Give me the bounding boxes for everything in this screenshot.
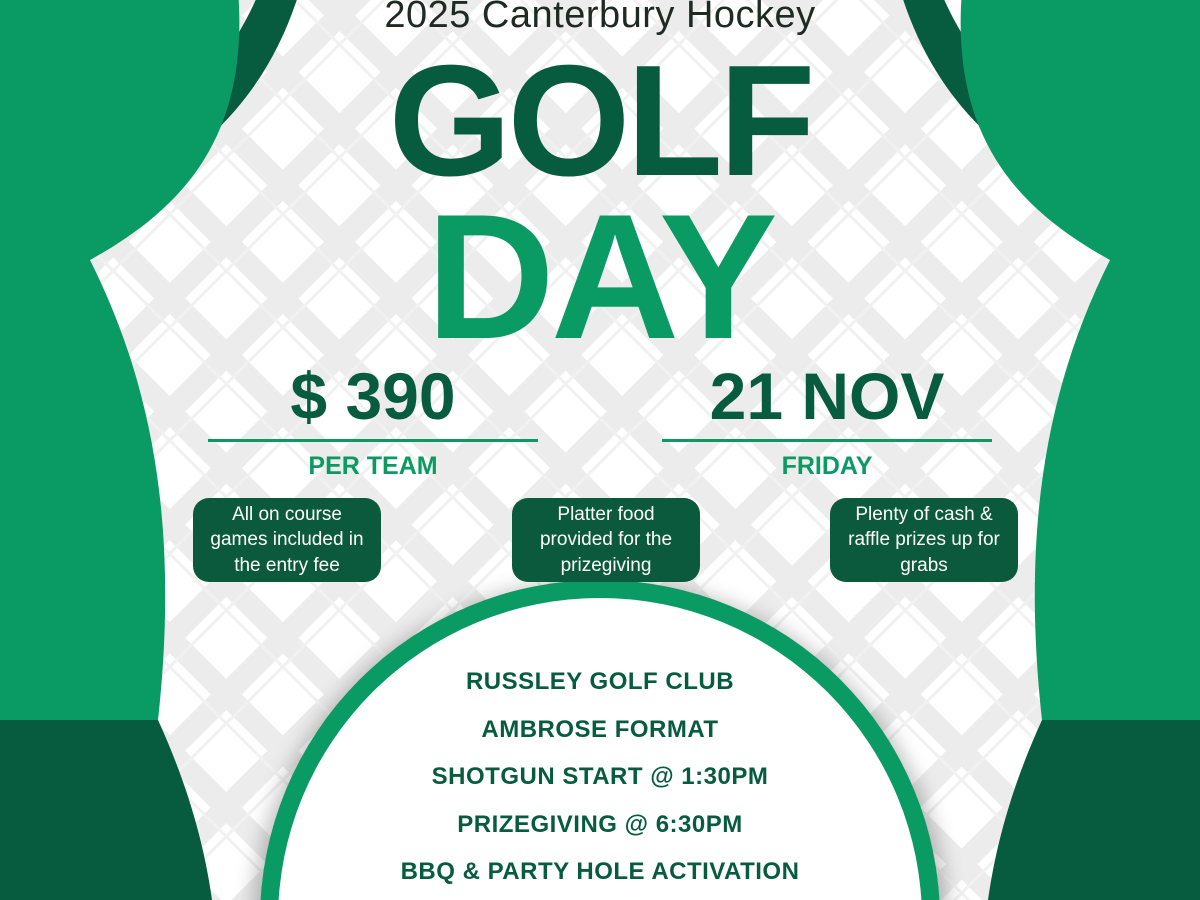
title-golf: GOLF xyxy=(388,33,812,209)
event-details xyxy=(300,658,900,896)
date-value: 21 NOV xyxy=(709,359,945,433)
price-caption: PER TEAM xyxy=(308,451,438,480)
price-value: $ 390 xyxy=(290,359,456,433)
detail-prizegiving-time: PRIZEGIVING @ 6:30PM xyxy=(457,810,743,838)
title-day: DAY xyxy=(426,177,774,376)
feature-prizes-pill: Plenty of cash & raffle prizes up for grabs xyxy=(830,498,1018,582)
date-divider xyxy=(662,439,992,442)
detail-venue: RUSSLEY GOLF CLUB xyxy=(465,668,735,695)
price-block xyxy=(208,360,538,481)
detail-start-time: SHOTGUN START @ 1:30PM xyxy=(431,763,769,790)
event-subtitle: 2025 Canterbury Hockey xyxy=(384,0,816,36)
date-block xyxy=(662,360,992,481)
detail-format: AMBROSE FORMAT xyxy=(481,715,719,743)
feature-games-pill: All on course games included in the entry fee xyxy=(193,498,381,582)
date-caption: FRIDAY xyxy=(781,451,873,480)
detail-bbq: BBQ & PARTY HOLE ACTIVATION xyxy=(400,858,800,885)
feature-food-pill: Platter food provided for the prizegiving xyxy=(512,498,700,582)
price-divider xyxy=(208,439,538,442)
